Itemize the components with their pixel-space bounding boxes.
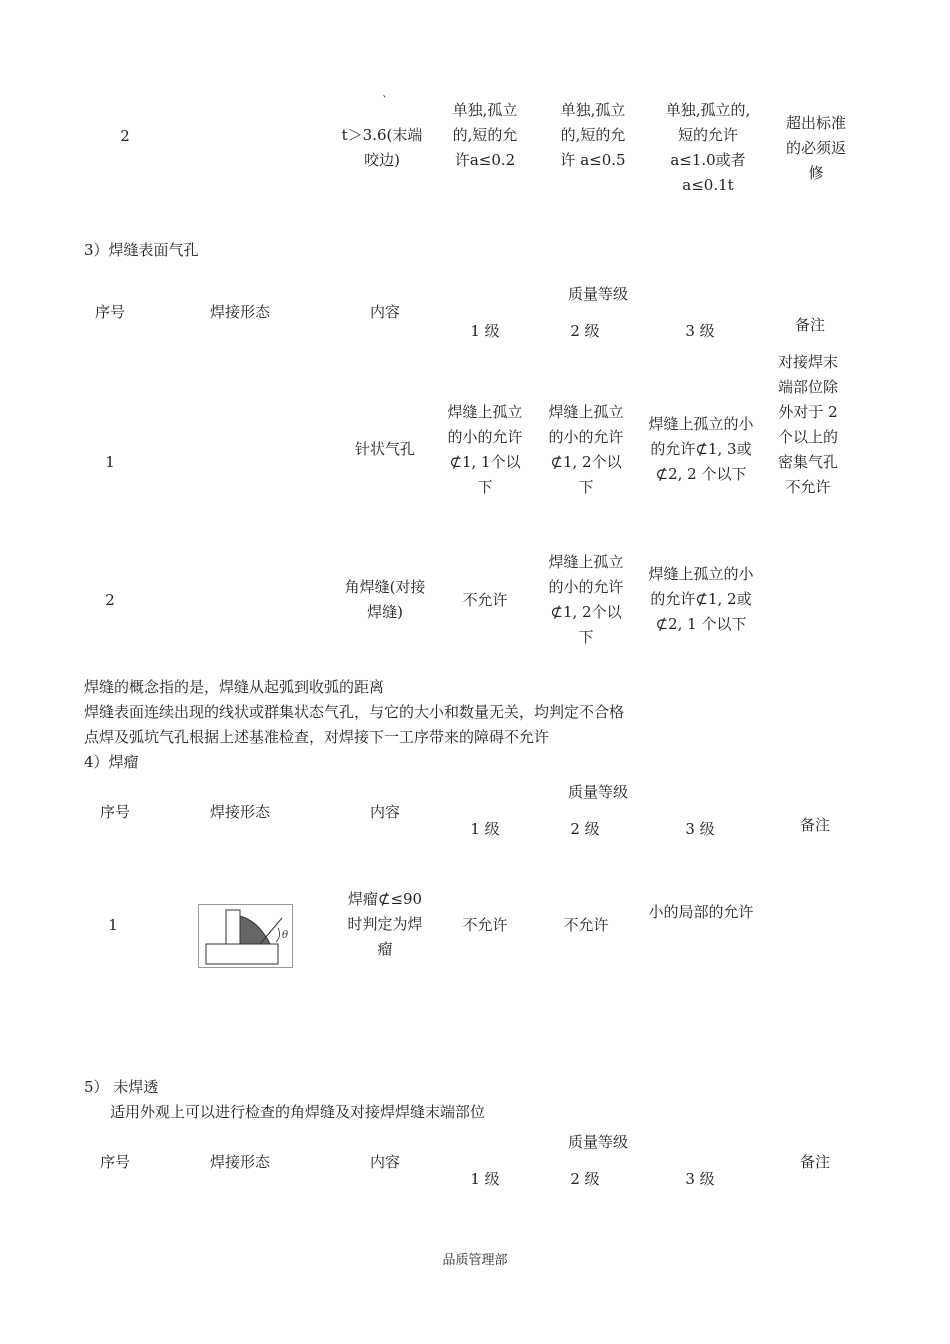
header-note: 备注 bbox=[799, 816, 830, 834]
header-g1: 1 级 bbox=[470, 820, 500, 838]
section-5-subtitle: 适用外观上可以进行检查的角焊缝及对接焊焊缝末端部位 bbox=[110, 1103, 486, 1121]
header-grade: 质量等级 bbox=[567, 783, 628, 801]
grade3-cell: 焊缝上孤立的小的允许⊄1, 3或⊄2, 2 个以下 bbox=[648, 415, 754, 483]
grade1-cell: 不允许 bbox=[462, 916, 508, 934]
grade3-cell: 单独,孤立的,短的允许 a≤1.0或者 a≤0.1t bbox=[665, 101, 751, 194]
header-g2: 2 级 bbox=[570, 820, 600, 838]
content-cell: 针状气孔 bbox=[354, 440, 415, 458]
header-g1: 1 级 bbox=[470, 322, 500, 340]
section-5-title: 5） 未焊透 bbox=[84, 1078, 159, 1096]
grade2-cell: 焊缝上孤立的小的允许⊄1, 2个以下 bbox=[548, 553, 624, 646]
section-4-title: 4）焊瘤 bbox=[84, 753, 139, 771]
page-footer: 品质管理部 bbox=[442, 1253, 508, 1268]
content-cell: 焊瘤⊄≤90 时判定为焊瘤 bbox=[347, 890, 423, 958]
note-cell: 对接焊末端部位除外对于 2个以上的密集气孔不允许 bbox=[777, 353, 838, 496]
header-g1: 1 级 bbox=[470, 1170, 500, 1188]
header-content: 内容 bbox=[369, 803, 400, 821]
header-grade: 质量等级 bbox=[567, 1133, 628, 1151]
note-line-3: 点焊及弧坑气孔根据上述基准检查，对焊接下一工序带来的障碍不允许 bbox=[84, 728, 550, 746]
header-form: 焊接形态 bbox=[209, 303, 270, 321]
note-cell: 超出标准的必须返修 bbox=[785, 114, 846, 182]
header-form: 焊接形态 bbox=[209, 1153, 270, 1171]
header-form: 焊接形态 bbox=[209, 803, 270, 821]
header-note: 备注 bbox=[799, 1153, 830, 1171]
weld-overlap-diagram bbox=[198, 904, 293, 968]
grade3-cell: 焊缝上孤立的小的允许⊄1, 2或⊄2, 1 个以下 bbox=[648, 565, 754, 633]
theta-label: θ bbox=[282, 930, 289, 941]
header-grade: 质量等级 bbox=[567, 285, 628, 303]
grade1-cell: 焊缝上孤立的小的允许⊄1, 1个以下 bbox=[447, 403, 523, 496]
content-cell: t＞3.6(末端咬边) bbox=[341, 126, 423, 169]
grade1-cell: 不允许 bbox=[462, 591, 508, 609]
grade2-cell: 不允许 bbox=[563, 916, 609, 934]
content-cell: 角焊缝(对接焊缝) bbox=[344, 578, 426, 621]
content-mark: ` bbox=[382, 94, 388, 108]
section-3-title: 3）焊缝表面气孔 bbox=[84, 241, 199, 259]
header-g2: 2 级 bbox=[570, 1170, 600, 1188]
header-g2: 2 级 bbox=[570, 322, 600, 340]
note-line-1: 焊缝的概念指的是，焊缝从起弧到收弧的距离 bbox=[84, 678, 385, 696]
row-no: 2 bbox=[120, 127, 130, 145]
grade2-cell: 焊缝上孤立的小的允许⊄1, 2个以下 bbox=[548, 403, 624, 496]
header-no: 序号 bbox=[99, 1153, 130, 1171]
row-no: 2 bbox=[105, 591, 115, 609]
grade1-cell: 单独,孤立的,短的允许a≤0.2 bbox=[452, 101, 518, 169]
header-no: 序号 bbox=[94, 303, 125, 321]
header-content: 内容 bbox=[369, 303, 400, 321]
grade3-cell: 小的局部的允许 bbox=[648, 903, 754, 921]
header-no: 序号 bbox=[99, 803, 130, 821]
header-content: 内容 bbox=[369, 1153, 400, 1171]
header-g3: 3 级 bbox=[685, 1170, 715, 1188]
grade2-cell: 单独,孤立的,短的允许 a≤0.5 bbox=[560, 101, 626, 169]
header-note: 备注 bbox=[794, 316, 825, 334]
header-g3: 3 级 bbox=[685, 820, 715, 838]
row-no: 1 bbox=[108, 916, 118, 934]
note-line-2: 焊缝表面连续出现的线状或群集状态气孔，与它的大小和数量无关，均判定不合格 bbox=[84, 703, 625, 721]
header-g3: 3 级 bbox=[685, 322, 715, 340]
row-no: 1 bbox=[105, 453, 115, 471]
